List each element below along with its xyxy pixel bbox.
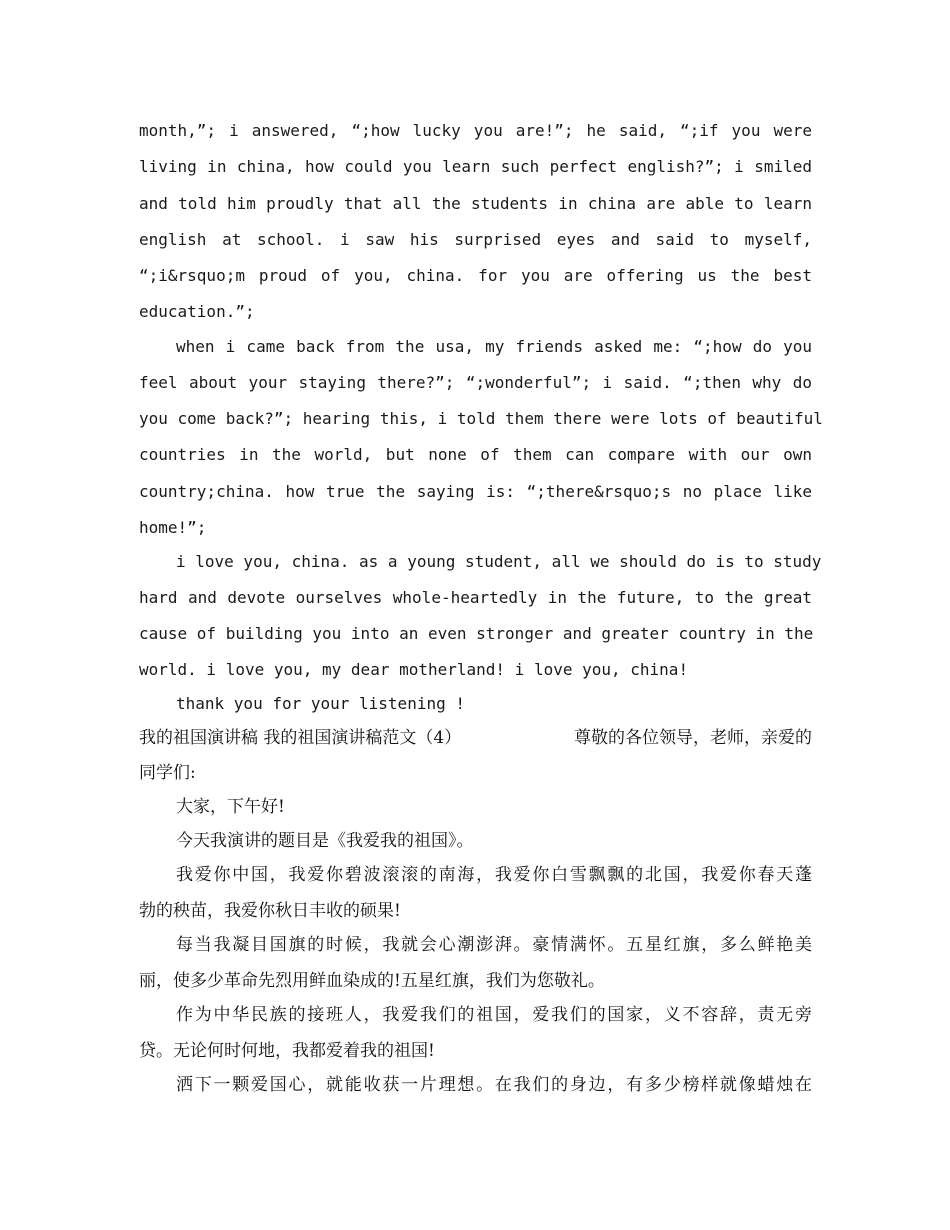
text-line: 我爱你中国，我爱你碧波滚滚的南海，我爱你白雪飘飘的北国，我爱你春天蓬 [176, 865, 812, 885]
text-line: and told him proudly that all the students in china are able to learn [139, 194, 812, 213]
text-line: 今天我演讲的题目是《我爱我的祖国》。 [176, 831, 474, 851]
text-line: “;i&rsquo;m proud of you, china. for you are offering us the best [139, 266, 812, 285]
text-line: feel about your staying there?”; “;wonderful”; i said. “;then why do [139, 373, 812, 392]
text-line: i love you, china. as a young student, all we should do is to study [176, 552, 822, 571]
section-heading [139, 727, 812, 749]
text-line: 大家，下午好! [176, 797, 285, 817]
text-line: 作为中华民族的接班人，我爱我们的祖国，爱我们的国家，义不容辞，责无旁 [176, 1005, 812, 1025]
section-title: 我的祖国演讲稿 我的祖国演讲稿范文（4） [139, 728, 462, 748]
text-line: living in china, how could you learn such perfect english?”; i smiled [139, 157, 812, 176]
text-line: 同学们: [139, 763, 196, 783]
text-line: countries in the world, but none of them can compare with our own [139, 445, 812, 464]
text-line: education.”; [139, 302, 255, 321]
text-line: thank you for your listening ! [176, 694, 465, 713]
text-line: when i came back from the usa, my friends asked me: “;how do you [176, 337, 812, 356]
text-line: 勃的秧苗，我爱你秋日丰收的硕果! [139, 901, 401, 921]
text-line: world. i love you, my dear motherland! i love you, china! [139, 660, 689, 679]
text-line: you come back?”; hearing this, i told them there were lots of beautiful [139, 409, 823, 428]
greeting-text: 尊敬的各位领导，老师，亲爱的 [574, 728, 812, 748]
text-line: 丽，使多少革命先烈用鲜血染成的!五星红旗，我们为您敬礼。 [139, 971, 605, 991]
text-line: 洒下一颗爱国心，就能收获一片理想。在我们的身边，有多少榜样就像蜡烛在 [176, 1075, 812, 1095]
text-line: 每当我凝目国旗的时候，我就会心潮澎湃。豪情满怀。五星红旗，多么鲜艳美 [176, 935, 812, 955]
text-line: hard and devote ourselves whole-heartedly in the future, to the great [139, 588, 812, 607]
text-line: english at school. i saw his surprised eyes and said to myself, [139, 230, 812, 249]
text-line: country;china. how true the saying is: “;there&rsquo;s no place like [139, 482, 812, 501]
text-line: 贷。无论何时何地，我都爱着我的祖国! [139, 1041, 435, 1061]
text-line: home!”; [139, 518, 207, 537]
text-line: month,”; i answered, “;how lucky you are!”; he said, “;if you were [139, 121, 812, 140]
text-line: cause of building you into an even stronger and greater country in the [139, 624, 814, 643]
